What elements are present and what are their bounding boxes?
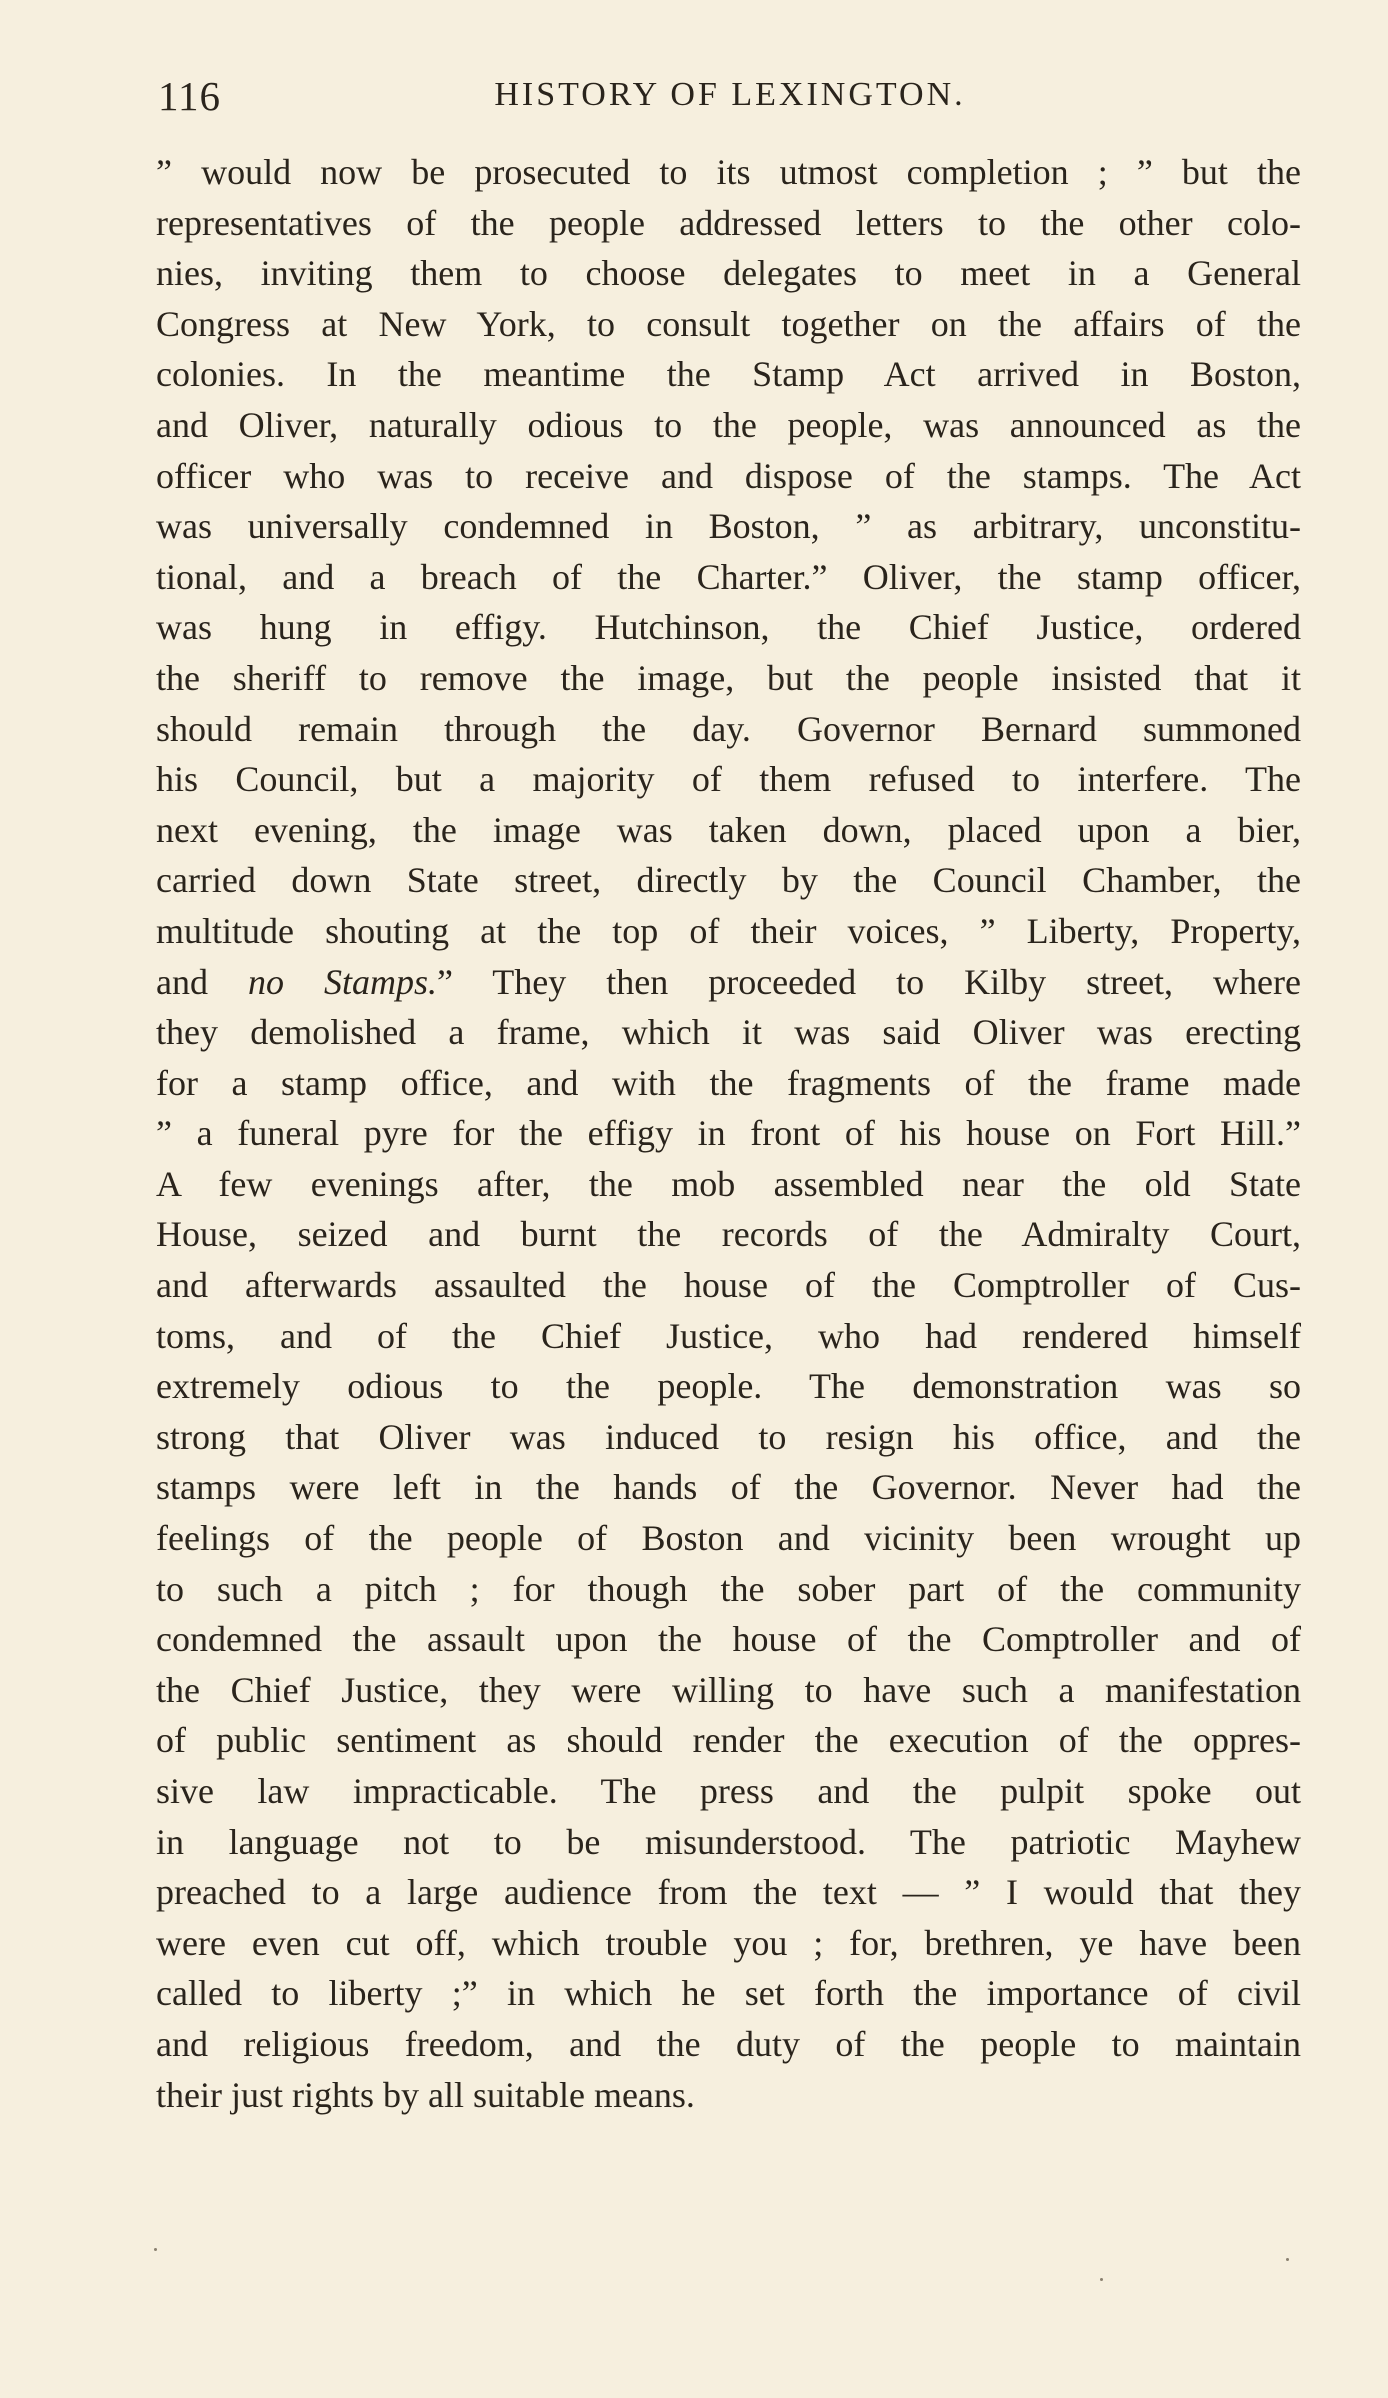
text-line: ” a funeral pyre for the effigy in front of his house on Fort Hill.” [156,1113,1301,1154]
text-line: A few evenings after, the mob assembled near the old State [156,1163,1301,1204]
text-line-mixed [156,957,1301,1008]
text-line: stamps were left in the hands of the Governor. Never had the [156,1467,1301,1508]
text-line: strong that Oliver was induced to resign his office, and the [156,1416,1301,1457]
text-line: colonies. In the meantime the Stamp Act arrived in Boston, [156,354,1301,395]
text-line: sive law impracticable. The press and the pulpit spoke out [156,1771,1301,1811]
text-line: extremely odious to the people. The demonstration was so [156,1366,1301,1407]
text-line: preached to a large audience from the text — ” I would that they [156,1872,1301,1913]
page-number: 116 [158,73,221,119]
text-line: carried down State street, directly by the Council Chamber, the [156,860,1301,901]
text-line: in language not to be misunderstood. The patriotic Mayhew [156,1821,1301,1862]
text-line: ” would now be prosecuted to its utmost completion ; ” but the [156,152,1301,192]
paper-speck [1100,2278,1103,2281]
text-line: of public sentiment as should render the execution of the oppres- [156,1720,1301,1761]
text-line: toms, and of the Chief Justice, who had rendered himself [156,1315,1301,1356]
text-line-last: their just rights by all suitable means. [156,2074,695,2115]
line-rest: ” They then proceeded to Kilby street, where [436,961,1301,1002]
text-line: next evening, the image was taken down, placed upon a bier, [156,809,1301,850]
text-line: the sheriff to remove the image, but the people insisted that it [156,657,1301,698]
body-text [156,147,1301,2120]
text-line: were even cut off, which trouble you ; for, brethren, ye have been [156,1922,1301,1963]
text-line: should remain through the day. Governor Bernard summoned [156,708,1301,749]
text-line: and afterwards assaulted the house of the Comptroller of Cus- [156,1265,1301,1306]
text-line: condemned the assault upon the house of the Comptroller and of [156,1619,1301,1660]
text-line: multitude shouting at the top of their voices, ” Liberty, Property, [156,910,1301,951]
running-head: HISTORY OF LEXINGTON. [494,76,966,113]
text-line: and religious freedom, and the duty of the people to maintain [156,2023,1301,2064]
text-line: nies, inviting them to choose delegates to meet in a General [156,253,1301,294]
text-line: tional, and a breach of the Charter.” Oliver, the stamp officer, [156,556,1301,597]
text-line: was universally condemned in Boston, ” as arbitrary, unconstitu- [156,506,1301,547]
text-line: Congress at New York, to consult together on the affairs of the [156,303,1301,344]
text-line: called to liberty ;” in which he set forth the importance of civil [156,1973,1301,2014]
text-line: and Oliver, naturally odious to the people, was announced as the [156,404,1301,445]
page-header [158,72,1302,132]
text-line: House, seized and burnt the records of the Admiralty Court, [156,1214,1301,1255]
text-line: the Chief Justice, they were willing to have such a manifestation [156,1669,1301,1710]
line-start: and [156,961,248,1002]
text-line: his Council, but a majority of them refused to interfere. The [156,759,1301,800]
text-line: for a stamp office, and with the fragments of the frame made [156,1062,1301,1103]
text-line: officer who was to receive and dispose of the stamps. The Act [156,455,1301,496]
text-line: feelings of the people of Boston and vicinity been wrought up [156,1518,1301,1559]
paper-speck [1286,2258,1289,2261]
text-line: to such a pitch ; for though the sober part of the community [156,1568,1301,1609]
italic-phrase: no Stamps. [247,961,437,1002]
text-line: was hung in effigy. Hutchinson, the Chief Justice, ordered [156,607,1301,648]
paper-speck [154,2248,157,2251]
text-line: they demolished a frame, which it was said Oliver was erecting [156,1012,1301,1053]
text-line: representatives of the people addressed letters to the other colo- [156,202,1301,243]
